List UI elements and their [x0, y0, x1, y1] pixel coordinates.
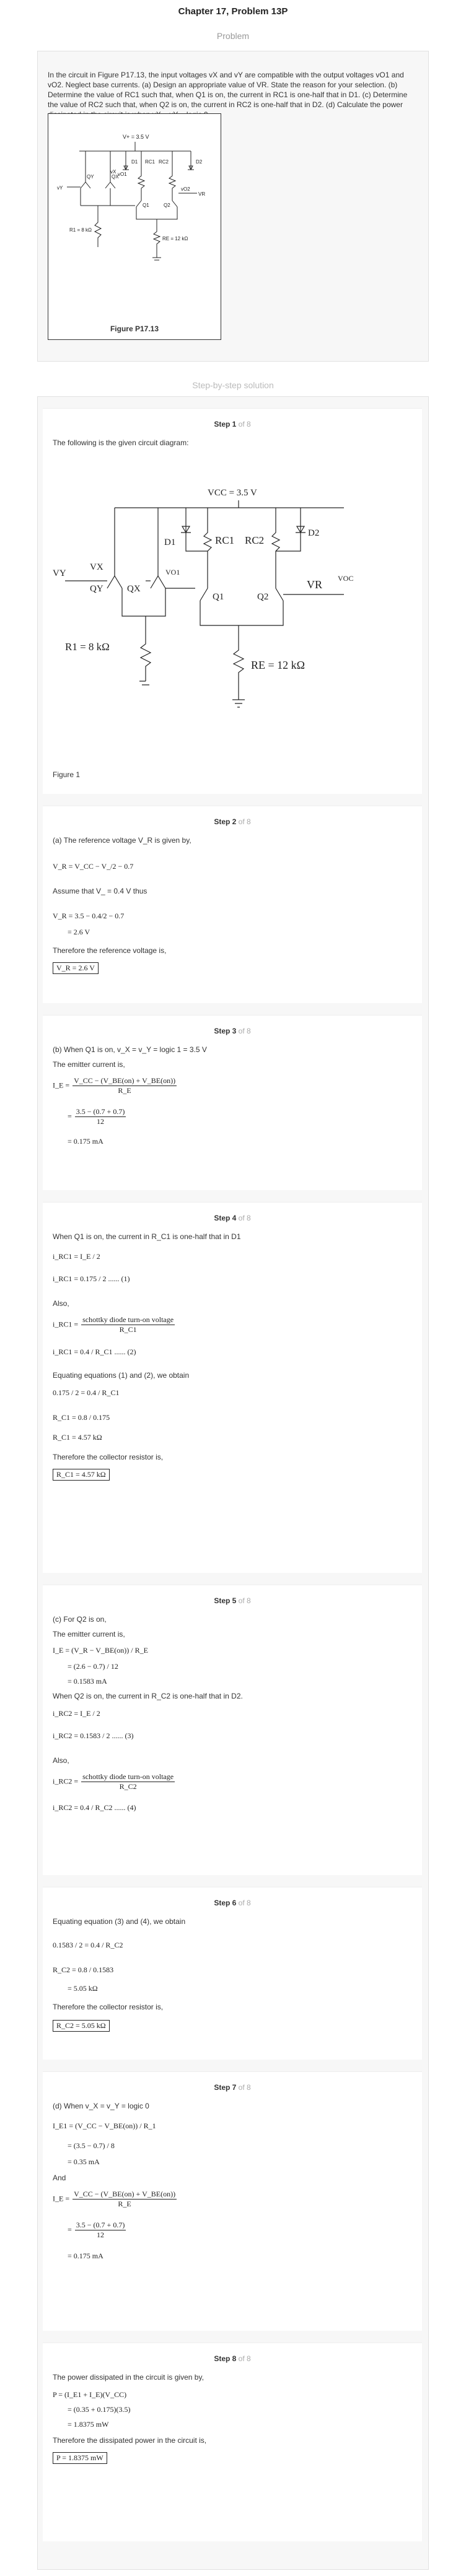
r1-label: R1 = 8 kΩ: [65, 641, 110, 653]
equation: P = (I_E1 + I_E)(V_CC): [53, 2390, 127, 2399]
rc2-label: RC2: [245, 534, 265, 546]
step-text: Therefore the dissipated power in the circuit is,: [53, 2436, 207, 2445]
equation: i_RC1 = I_E / 2: [53, 1252, 100, 1261]
vcc-label: VCC = 3.5 V: [208, 488, 257, 498]
equation: = 0.175 mA: [68, 1137, 103, 1146]
step-text: Therefore the reference voltage is,: [53, 946, 167, 955]
step-title: Step 6 of 8: [214, 1899, 251, 1907]
equation: 0.1583 / 2 = 0.4 / R_C2: [53, 1941, 123, 1949]
fig-d2-label: D2: [196, 159, 203, 165]
fig-vcc-label: V+ = 3.5 V: [123, 134, 149, 140]
fig-qx-label: QX: [112, 174, 119, 180]
equation: = $\frac{3.5 - (0.7 + 0.7)}{12}$: [68, 2221, 125, 2239]
equation: = (0.35 + 0.175)(3.5): [68, 2405, 131, 2414]
d2-label: D2: [308, 528, 320, 538]
qx-label: QX: [127, 584, 141, 594]
step-3: [43, 1015, 422, 1190]
fig-rc1-label: RC1: [145, 159, 156, 165]
equation: i_RC1 = $\frac{\text{schottky diode turn-on voltage}}{R\_C1}$: [53, 1315, 174, 1334]
solution-heading: Step-by-step solution: [192, 380, 274, 390]
fig-vr-label: VR: [198, 191, 206, 197]
small-circuit-diagram: [48, 114, 221, 318]
answer-box: V_R = 2.6 V: [53, 962, 99, 974]
step-text: The emitter current is,: [53, 1630, 125, 1638]
fig-vx-label: vX: [110, 169, 116, 175]
step-title: Step 2 of 8: [214, 817, 251, 826]
vo1-label: VO1: [165, 568, 180, 577]
step-5: [43, 1585, 422, 1875]
equation: 0.175 / 2 = 0.4 / R_C1: [53, 1388, 120, 1397]
step-text: Therefore the collector resistor is,: [53, 2003, 164, 2011]
equation: i_RC1 = 0.175 / 2 ...... (1): [53, 1274, 130, 1283]
fig-vo2-label: vO2: [181, 186, 190, 192]
fig-re-label: RE = 12 kΩ: [162, 236, 188, 242]
step-title: Step 4 of 8: [214, 1214, 251, 1222]
equation: i_RC2 = I_E / 2: [53, 1709, 100, 1718]
step-4: [43, 1202, 422, 1573]
vx-label: VX: [90, 562, 103, 572]
equation: i_RC2 = 0.4 / R_C2 ...... (4): [53, 1803, 136, 1812]
fig-qy-label: QY: [87, 174, 94, 180]
equation: = (3.5 − 0.7) / 8: [68, 2141, 115, 2150]
q1-label: Q1: [213, 592, 224, 602]
problem-card: [37, 51, 429, 362]
step-title: Step 8 of 8: [214, 2354, 251, 2363]
equation: = 0.1583 mA: [68, 1677, 107, 1686]
step-8: [43, 2343, 422, 2541]
answer-box: R_C2 = 5.05 kΩ: [53, 2020, 110, 2032]
step-6: [43, 1887, 422, 2060]
equation: = 0.35 mA: [68, 2157, 100, 2166]
step-text: When Q1 is on, the current in R_C1 is one-half that in D1: [53, 1232, 241, 1241]
fig-r1-label: R1 = 8 kΩ: [69, 227, 92, 233]
equation: I_E = $\frac{V\_CC - (V\_BE(on) + V\_BE(on))}{R\_E}$: [53, 2190, 176, 2208]
equation: = 2.6 V: [68, 928, 90, 936]
d1-label: D1: [164, 537, 176, 547]
equation: R_C1 = 0.8 / 0.175: [53, 1413, 110, 1422]
equation: I_E1 = (V_CC − V_BE(on)) / R_1: [53, 2121, 156, 2130]
figure-caption: Figure P17.13: [110, 324, 159, 333]
equation: I_E = $\frac{V\_CC - (V\_BE(on) + V\_BE(on))}{R\_E}$: [53, 1076, 176, 1095]
equation: V_R = 3.5 − 0.4/2 − 0.7: [53, 912, 125, 920]
step-text: When Q2 is on, the current in R_C2 is one-half that in D2.: [53, 1692, 243, 1700]
figure-1-caption: Figure 1: [53, 770, 81, 779]
step-2: [43, 806, 422, 1003]
step-title: Step 3 of 8: [214, 1027, 251, 1035]
problem-figure: [48, 113, 221, 340]
fig-q2-label: Q2: [164, 202, 170, 208]
solution-card: [37, 396, 429, 2570]
step-text: Equating equation (3) and (4), we obtain: [53, 1917, 186, 1926]
equation: = 1.8375 mW: [68, 2420, 109, 2429]
step-7: [43, 2071, 422, 2331]
step-text: Equating equations (1) and (2), we obtain: [53, 1371, 190, 1380]
equation: I_E = (V_R − V_BE(on)) / R_E: [53, 1646, 148, 1655]
re-label: RE = 12 kΩ: [251, 659, 306, 671]
answer-box: P = 1.8375 mW: [53, 2452, 107, 2464]
step-text: The emitter current is,: [53, 1060, 125, 1069]
step-title: Step 1 of 8: [214, 420, 251, 429]
step-text: Also,: [53, 1299, 69, 1308]
problem-text: In the circuit in Figure P17.13, the input voltages vX and vY are compatible with the output voltages vO1 and vO2. Neglect base currents. (a) Design an appropriate value of VR. State the reason for your selection. (b) Determine the value of RC1 such that, when Q1 is on, the current in RC1 is one-half that in D1. (c) Determine the value of RC2 such that, when Q2 is on, the current in RC2 is one-half that in D2. (d) Calculate the power: [48, 71, 408, 109]
fig-vo1-label: vO1: [118, 172, 127, 177]
fig-vy-label: vY: [57, 185, 63, 191]
step-text: And: [53, 2174, 66, 2182]
step-text: (a) The reference voltage V_R is given by,: [53, 836, 191, 845]
equation: R_C2 = 0.8 / 0.1583: [53, 1965, 114, 1974]
step-text: (d) When v_X = v_Y = logic 0: [53, 2102, 149, 2110]
chapter-title: Chapter 17, Problem 13P: [178, 6, 288, 17]
equation: i_RC1 = 0.4 / R_C1 ...... (2): [53, 1347, 136, 1356]
problem-heading: Problem: [216, 31, 250, 41]
step-text: The following is the given circuit diagram:: [53, 438, 189, 447]
step-text: (c) For Q2 is on,: [53, 1615, 107, 1624]
qy-label: QY: [90, 584, 103, 594]
step-text: Also,: [53, 1756, 69, 1765]
equation: V_R = V_CC − V_/2 − 0.7: [53, 862, 134, 871]
step-title: Step 7 of 8: [214, 2083, 251, 2092]
equation: i_RC2 = 0.1583 / 2 ...... (3): [53, 1731, 134, 1740]
q2-label: Q2: [257, 592, 269, 602]
equation: = 5.05 kΩ: [68, 1984, 98, 1993]
answer-box: R_C1 = 4.57 kΩ: [53, 1469, 110, 1481]
step-text: Assume that V_ = 0.4 V thus: [53, 887, 147, 895]
fig-d1-label: D1: [131, 159, 138, 165]
voc-label: VOC: [338, 574, 354, 583]
equation: R_C1 = 4.57 kΩ: [53, 1433, 102, 1442]
step-title: Step 5 of 8: [214, 1596, 251, 1605]
step-text: Therefore the collector resistor is,: [53, 1453, 164, 1461]
vr-label: VR: [307, 578, 323, 591]
vy-label: VY: [53, 568, 66, 578]
equation: = 0.175 mA: [68, 2252, 103, 2260]
fig-q1-label: Q1: [143, 202, 149, 208]
fig-rc2-label: RC2: [159, 159, 169, 165]
large-circuit-diagram: [53, 464, 412, 737]
rc1-label: RC1: [215, 534, 235, 546]
equation: i_RC2 = $\frac{\text{schottky diode turn-on voltage}}{R\_C2}$: [53, 1772, 174, 1791]
step-1: [43, 408, 422, 794]
step-text: (b) When Q1 is on, v_X = v_Y = logic 1 = 3.5 V: [53, 1045, 207, 1054]
step-text: The power dissipated in the circuit is given by,: [53, 2373, 204, 2382]
equation: = $\frac{3.5 - (0.7 + 0.7)}{12}$: [68, 1107, 125, 1126]
equation: = (2.6 − 0.7) / 12: [68, 1662, 118, 1671]
